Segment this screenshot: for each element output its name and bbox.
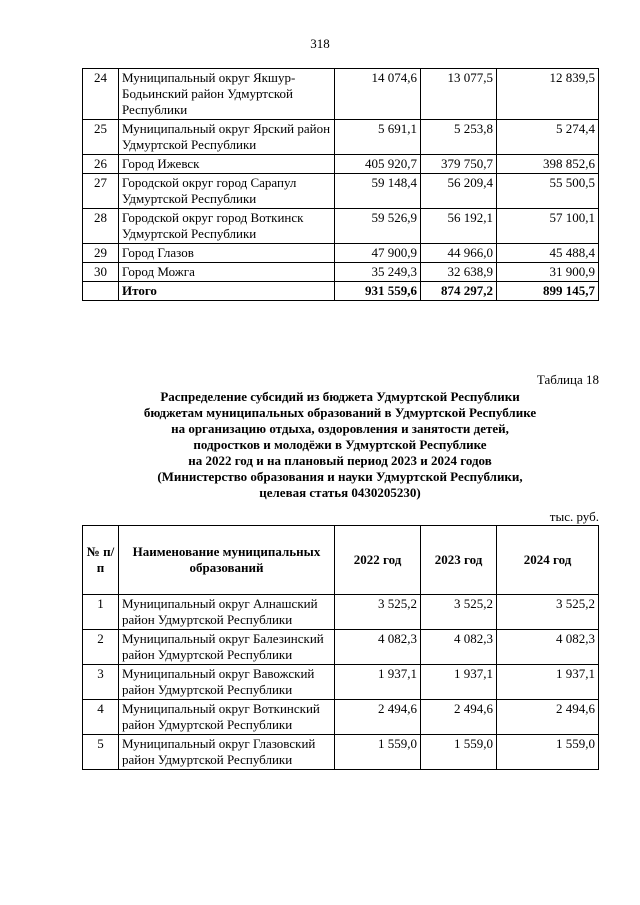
subsidy-table bbox=[82, 525, 599, 770]
municipality-name: Городской округ город Воткинск Удмуртской Республики bbox=[119, 209, 335, 244]
municipality-name: Городской округ город Сарапул Удмуртской Республики bbox=[119, 174, 335, 209]
value-2024: 1 559,0 bbox=[497, 735, 599, 770]
total-2024: 899 145,7 bbox=[497, 282, 599, 301]
value-2024: 398 852,6 bbox=[497, 155, 599, 174]
value-2022: 405 920,7 bbox=[335, 155, 421, 174]
header-2024: 2024 год bbox=[497, 526, 599, 595]
row-number: 30 bbox=[83, 263, 119, 282]
row-number: 26 bbox=[83, 155, 119, 174]
municipality-name: Муниципальный округ Ярский район Удмуртской Республики bbox=[119, 120, 335, 155]
municipality-name: Муниципальный округ Якшур-Бодьинский район Удмуртской Республики bbox=[119, 69, 335, 120]
total-row bbox=[83, 282, 599, 301]
value-2022: 59 526,9 bbox=[335, 209, 421, 244]
value-2022: 14 074,6 bbox=[335, 69, 421, 120]
total-label: Итого bbox=[119, 282, 335, 301]
row-number: 27 bbox=[83, 174, 119, 209]
value-2023: 379 750,7 bbox=[421, 155, 497, 174]
value-2023: 32 638,9 bbox=[421, 263, 497, 282]
value-2022: 1 937,1 bbox=[335, 665, 421, 700]
value-2024: 31 900,9 bbox=[497, 263, 599, 282]
municipality-name: Муниципальный округ Балезинский район Удмуртской Республики bbox=[119, 630, 335, 665]
value-2023: 56 209,4 bbox=[421, 174, 497, 209]
municipality-name: Муниципальный округ Вавожский район Удмуртской Республики bbox=[119, 665, 335, 700]
header-name: Наименование муниципальных образований bbox=[119, 526, 335, 595]
row-number: 1 bbox=[83, 595, 119, 630]
title-line: бюджетам муниципальных образований в Удмуртской Республике bbox=[143, 405, 537, 420]
table-row bbox=[83, 595, 599, 630]
table-label: Таблица 18 bbox=[536, 372, 599, 387]
table-row bbox=[83, 263, 599, 282]
value-2022: 47 900,9 bbox=[335, 244, 421, 263]
municipality-name: Город Ижевск bbox=[119, 155, 335, 174]
table-row bbox=[83, 155, 599, 174]
value-2022: 1 559,0 bbox=[335, 735, 421, 770]
municipality-name: Город Глазов bbox=[119, 244, 335, 263]
value-2023: 3 525,2 bbox=[421, 595, 497, 630]
value-2024: 5 274,4 bbox=[497, 120, 599, 155]
value-2024: 4 082,3 bbox=[497, 630, 599, 665]
table-row bbox=[83, 69, 599, 120]
row-number: 25 bbox=[83, 120, 119, 155]
row-number: 28 bbox=[83, 209, 119, 244]
table-row bbox=[83, 174, 599, 209]
row-number: 3 bbox=[83, 665, 119, 700]
value-2022: 35 249,3 bbox=[335, 263, 421, 282]
value-2024: 1 937,1 bbox=[497, 665, 599, 700]
header-2023: 2023 год bbox=[421, 526, 497, 595]
row-number: 29 bbox=[83, 244, 119, 263]
title-line: (Министерство образования и науки Удмуртской Республики, bbox=[157, 469, 523, 484]
table-row bbox=[83, 244, 599, 263]
header-num: № п/п bbox=[83, 526, 119, 595]
row-number: 4 bbox=[83, 700, 119, 735]
value-2022: 5 691,1 bbox=[335, 120, 421, 155]
value-2023: 4 082,3 bbox=[421, 630, 497, 665]
value-2023: 44 966,0 bbox=[421, 244, 497, 263]
row-number: 2 bbox=[83, 630, 119, 665]
value-2024: 57 100,1 bbox=[497, 209, 599, 244]
row-number: 24 bbox=[83, 69, 119, 120]
table-row bbox=[83, 630, 599, 665]
value-2022: 4 082,3 bbox=[335, 630, 421, 665]
table-row bbox=[83, 120, 599, 155]
page-number: 318 bbox=[310, 36, 330, 51]
value-2024: 12 839,5 bbox=[497, 69, 599, 120]
title-line: на 2022 год и на плановый период 2023 и 2024 годов bbox=[188, 453, 492, 468]
value-2023: 1 559,0 bbox=[421, 735, 497, 770]
value-2024: 45 488,4 bbox=[497, 244, 599, 263]
title-line: Распределение субсидий из бюджета Удмуртской Республики bbox=[160, 389, 520, 404]
empty-cell bbox=[83, 282, 119, 301]
table-title bbox=[82, 389, 598, 501]
municipality-name: Муниципальный округ Глазовский район Удмуртской Республики bbox=[119, 735, 335, 770]
value-2022: 2 494,6 bbox=[335, 700, 421, 735]
value-2023: 13 077,5 bbox=[421, 69, 497, 120]
title-line: целевая статья 0430205230) bbox=[259, 485, 421, 500]
municipality-name: Муниципальный округ Воткинский район Удмуртской Республики bbox=[119, 700, 335, 735]
value-2023: 1 937,1 bbox=[421, 665, 497, 700]
value-2022: 59 148,4 bbox=[335, 174, 421, 209]
table-row bbox=[83, 735, 599, 770]
value-2023: 56 192,1 bbox=[421, 209, 497, 244]
municipality-name: Муниципальный округ Алнашский район Удмуртской Республики bbox=[119, 595, 335, 630]
header-2022: 2022 год bbox=[335, 526, 421, 595]
row-number: 5 bbox=[83, 735, 119, 770]
header-row bbox=[83, 526, 599, 595]
value-2022: 3 525,2 bbox=[335, 595, 421, 630]
total-2022: 931 559,6 bbox=[335, 282, 421, 301]
value-2024: 55 500,5 bbox=[497, 174, 599, 209]
table-row bbox=[83, 700, 599, 735]
units-label: тыс. руб. bbox=[549, 509, 599, 524]
municipality-name: Город Можга bbox=[119, 263, 335, 282]
total-2023: 874 297,2 bbox=[421, 282, 497, 301]
table-row bbox=[83, 209, 599, 244]
value-2024: 2 494,6 bbox=[497, 700, 599, 735]
title-line: подростков и молодёжи в Удмуртской Республике bbox=[193, 437, 487, 452]
value-2024: 3 525,2 bbox=[497, 595, 599, 630]
table-row bbox=[83, 665, 599, 700]
title-line: на организацию отдыха, оздоровления и занятости детей, bbox=[171, 421, 509, 436]
budget-table-continuation bbox=[82, 68, 599, 301]
value-2023: 5 253,8 bbox=[421, 120, 497, 155]
value-2023: 2 494,6 bbox=[421, 700, 497, 735]
